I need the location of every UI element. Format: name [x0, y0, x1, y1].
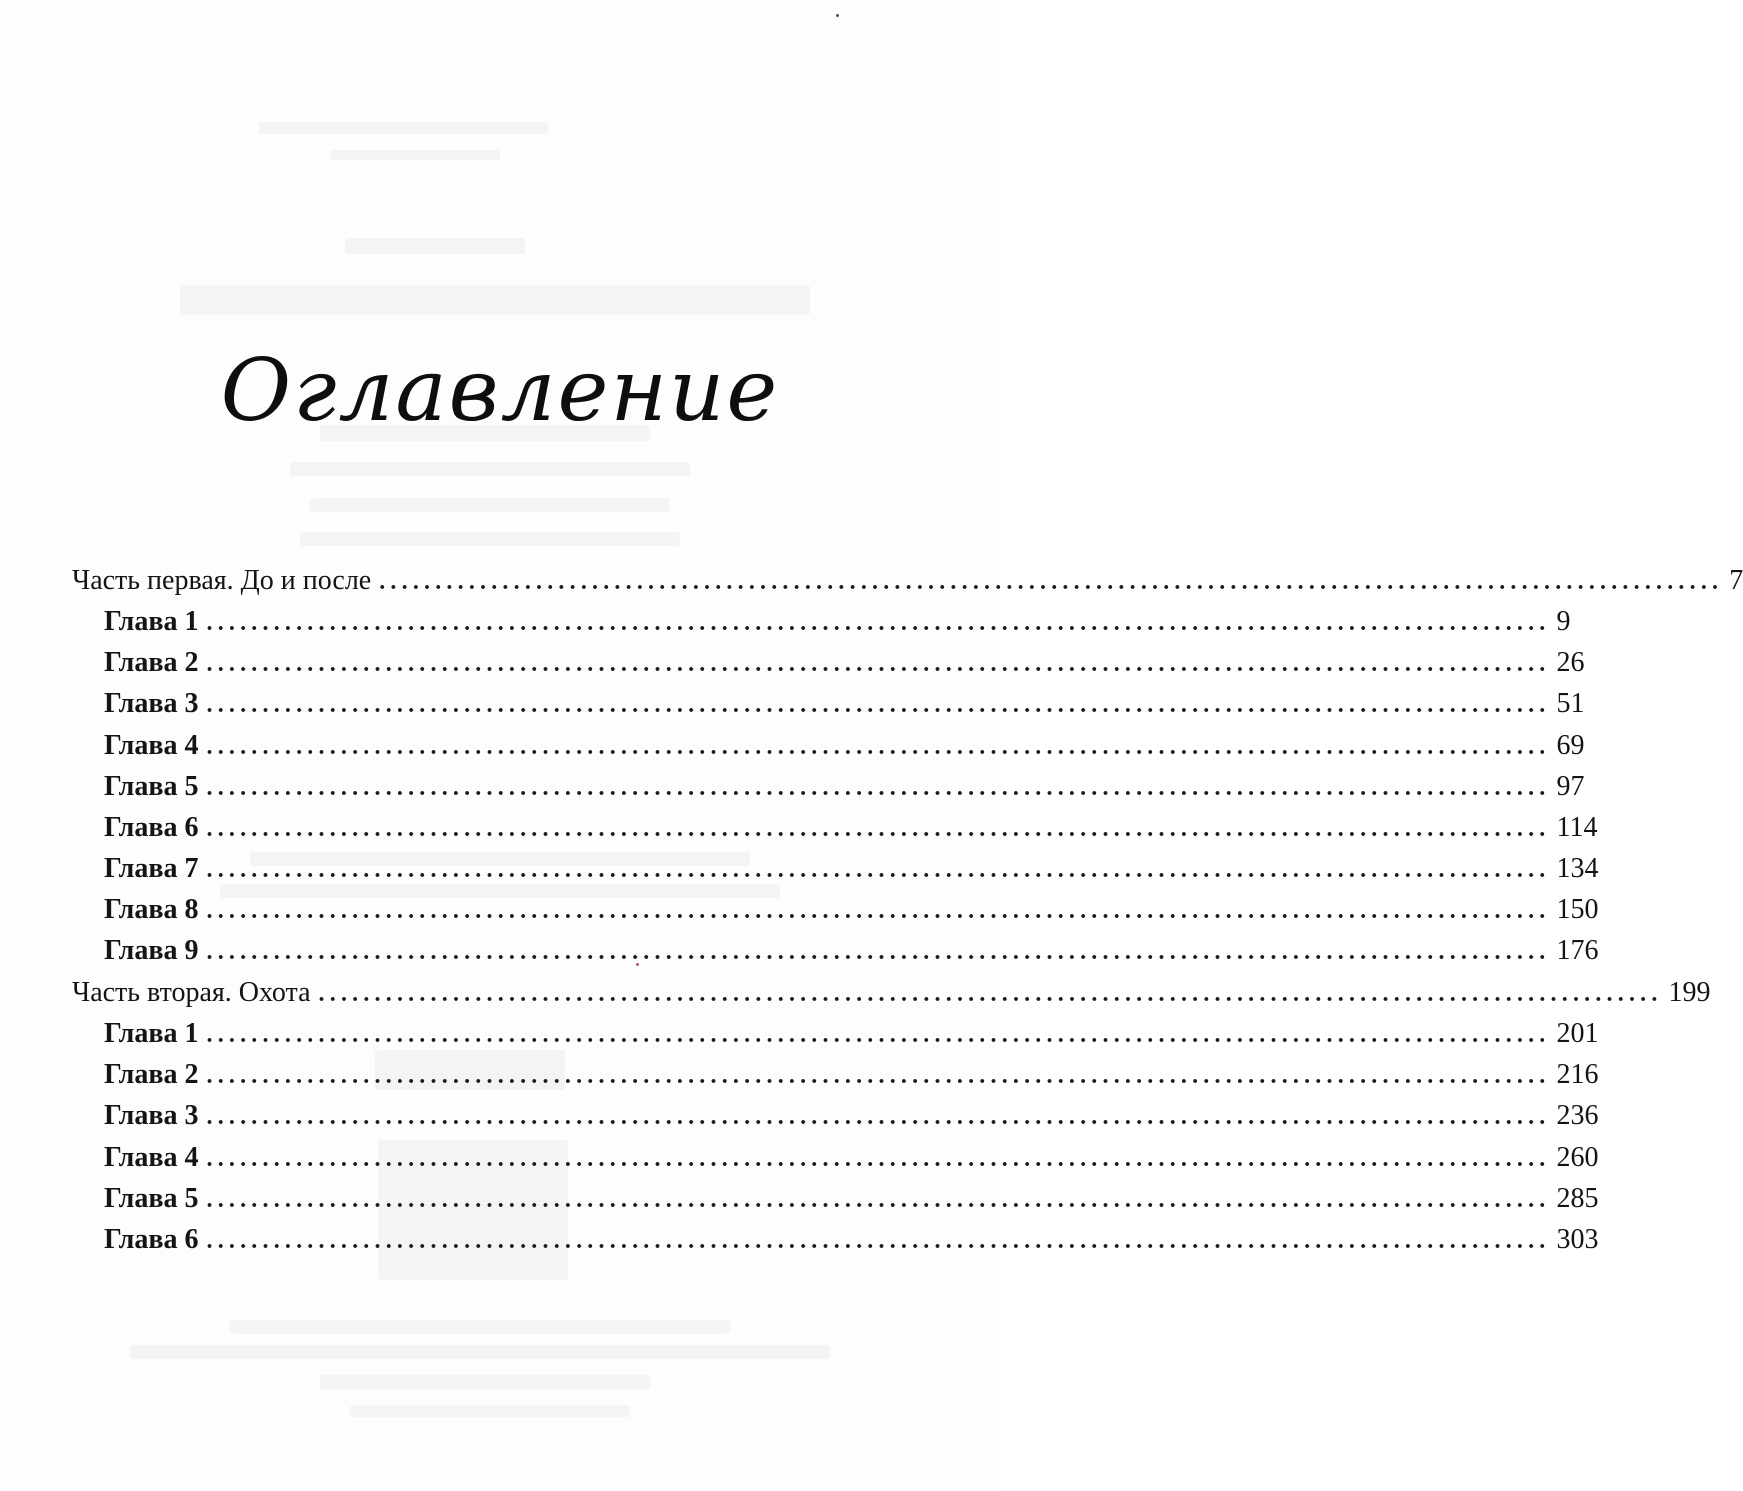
toc-leader-dots: ........................................................................................................................ — [206, 692, 1551, 718]
toc-page-number: 236 — [1556, 1100, 1599, 1131]
toc-leader-dots: ........................................................................................................................ — [206, 1022, 1551, 1048]
toc-entry-label: Глава 9 — [104, 935, 199, 966]
toc-page-number: 303 — [1556, 1224, 1599, 1255]
toc-entry-label: Глава 3 — [104, 1100, 199, 1131]
bleed-through-line — [180, 285, 810, 315]
toc-leader-dots: ........................................................................................................................ — [379, 569, 1724, 595]
toc-entry-label: Глава 2 — [104, 647, 199, 678]
toc-page-number: 9 — [1556, 606, 1571, 637]
toc-chapter-entry — [104, 1178, 1599, 1219]
bleed-through-line — [290, 462, 690, 476]
toc-entry-label: Часть первая. До и после — [72, 565, 372, 596]
toc-part-entry — [72, 560, 1743, 601]
toc-leader-dots: ........................................................................................................................ — [206, 734, 1551, 760]
toc-part-entry — [72, 972, 1711, 1013]
bleed-through-line — [345, 238, 525, 254]
toc-leader-dots: ........................................................................................................................ — [206, 816, 1551, 842]
bleed-through-line — [310, 498, 670, 512]
toc-page-number: 216 — [1556, 1059, 1599, 1090]
toc-leader-dots: ........................................................................................................................ — [206, 1063, 1551, 1089]
toc-page-number: 176 — [1556, 935, 1599, 966]
toc-page-number: 26 — [1556, 647, 1585, 678]
toc-page-number: 150 — [1556, 894, 1599, 925]
toc-entry-label: Глава 5 — [104, 1183, 199, 1214]
toc-leader-dots: ........................................................................................................................ — [318, 981, 1663, 1007]
toc-chapter-entry — [104, 1054, 1599, 1095]
toc-entry-label: Глава 1 — [104, 1018, 199, 1049]
toc-entry-label: Часть вторая. Охота — [72, 977, 311, 1008]
toc-entry-label: Глава 8 — [104, 894, 199, 925]
toc-chapter-entry — [104, 889, 1599, 930]
toc-chapter-entry — [104, 807, 1598, 848]
toc-chapter-entry — [104, 1137, 1599, 1178]
bleed-through-line — [330, 150, 500, 160]
toc-leader-dots: ........................................................................................................................ — [206, 1104, 1551, 1130]
toc-page-number: 201 — [1556, 1018, 1599, 1049]
toc-entry-label: Глава 6 — [104, 812, 199, 843]
toc-page-number: 114 — [1556, 812, 1598, 843]
toc-leader-dots: ........................................................................................................................ — [206, 610, 1551, 636]
toc-chapter-entry — [104, 601, 1571, 642]
toc-leader-dots: ........................................................................................................................ — [206, 1187, 1551, 1213]
toc-entry-label: Глава 2 — [104, 1059, 199, 1090]
toc-page-number: 285 — [1556, 1183, 1599, 1214]
page-title: Оглавление — [220, 341, 780, 441]
toc-entry-label: Глава 3 — [104, 688, 199, 719]
toc-chapter-entry — [104, 766, 1585, 807]
toc-chapter-entry — [104, 1013, 1599, 1054]
toc-chapter-entry — [104, 1095, 1599, 1136]
toc-chapter-entry — [104, 642, 1585, 683]
toc-chapter-entry — [104, 1219, 1599, 1260]
toc-leader-dots: ........................................................................................................................ — [206, 898, 1551, 924]
toc-entry-label: Глава 1 — [104, 606, 199, 637]
bleed-through-line — [300, 532, 680, 546]
toc-leader-dots: ........................................................................................................................ — [206, 857, 1551, 883]
toc-chapter-entry — [104, 683, 1585, 724]
toc-entry-label: Глава 6 — [104, 1224, 199, 1255]
toc-page-number: 51 — [1556, 688, 1585, 719]
toc-entry-label: Глава 4 — [104, 730, 199, 761]
bleed-through-line — [130, 1345, 830, 1359]
toc-entry-label: Глава 4 — [104, 1142, 199, 1173]
paper-speck — [836, 14, 839, 17]
toc-entry-label: Глава 7 — [104, 853, 199, 884]
toc-leader-dots: ........................................................................................................................ — [206, 775, 1551, 801]
bleed-through-line — [350, 1405, 630, 1417]
bleed-through-line — [320, 1375, 650, 1389]
bleed-through-line — [230, 1320, 730, 1334]
toc-leader-dots: ........................................................................................................................ — [206, 939, 1551, 965]
toc-page-number: 260 — [1556, 1142, 1599, 1173]
toc-chapter-entry — [104, 848, 1599, 889]
toc-page-number: 134 — [1556, 853, 1599, 884]
toc-chapter-entry — [104, 930, 1599, 971]
toc-page-number: 7 — [1729, 565, 1743, 596]
toc-chapter-entry — [104, 725, 1585, 766]
toc-leader-dots: ........................................................................................................................ — [206, 1146, 1551, 1172]
toc-leader-dots: ........................................................................................................................ — [206, 651, 1551, 677]
toc-page-number: 69 — [1556, 730, 1585, 761]
toc-page-number: 199 — [1668, 977, 1711, 1008]
toc-leader-dots: ........................................................................................................................ — [206, 1228, 1551, 1254]
toc-entry-label: Глава 5 — [104, 771, 199, 802]
bleed-through-line — [258, 122, 548, 134]
toc-page-number: 97 — [1556, 771, 1585, 802]
